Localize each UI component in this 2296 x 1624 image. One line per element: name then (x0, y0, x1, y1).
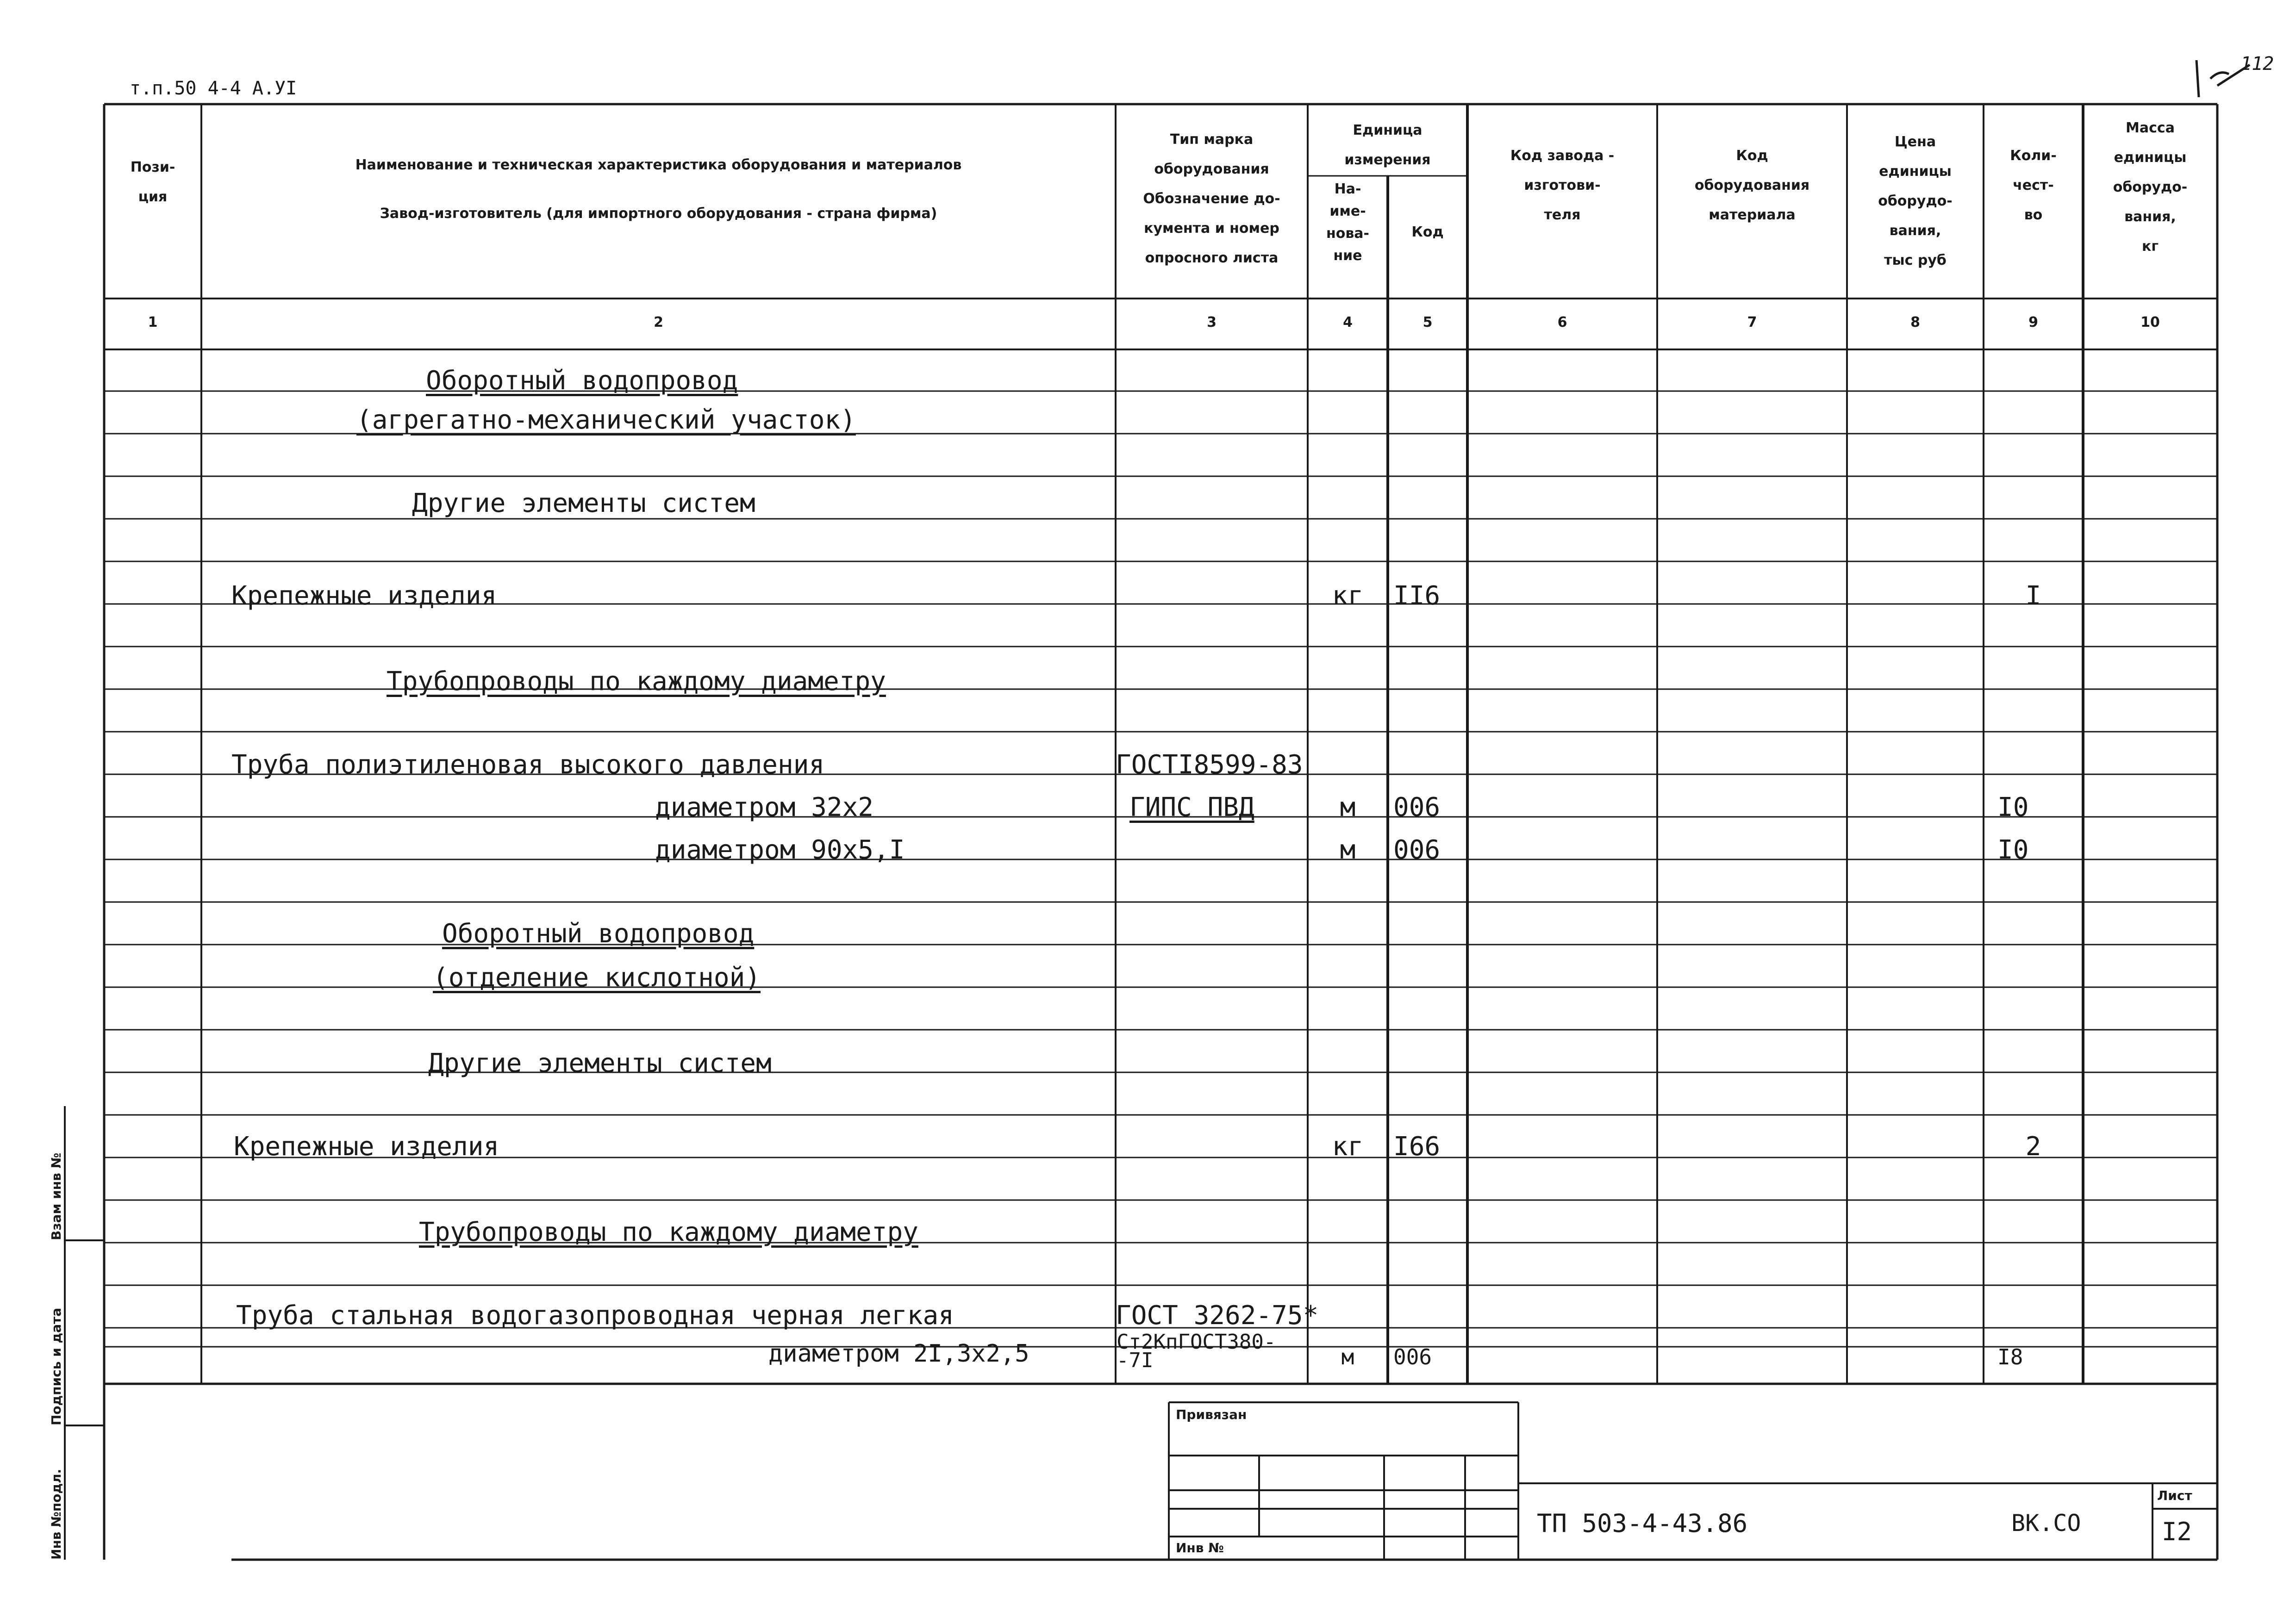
item-quantity: I0 (1997, 792, 2029, 822)
item-unit-code: 006 (1393, 792, 1441, 822)
header-unit-name: На- име- нова- ние (1326, 181, 1370, 264)
item-quantity: I0 (1997, 835, 2029, 865)
group-title: Другие элементы систем (412, 488, 755, 518)
section-title: Оборотный водопровод (426, 366, 738, 396)
col-number: 1 (148, 314, 158, 330)
handwritten-page-number: 112 (2240, 53, 2274, 75)
item-name: Крепежные изделия (234, 1132, 499, 1162)
side-label-replaced-inv: Взам инв № (49, 1152, 64, 1240)
col-number: 5 (1423, 314, 1433, 330)
item-unit: кг (1332, 1132, 1364, 1162)
header-name: Наименование и техническая характеристика оборудования и материалов (355, 157, 962, 173)
header-equipment-code: Код оборудования материала (1694, 148, 1810, 223)
col-number: 7 (1747, 314, 1757, 330)
item-doc: ГИПС ПВД (1129, 792, 1254, 822)
item-unit: м (1340, 835, 1356, 865)
col-number: 2 (654, 314, 663, 330)
col-number: 9 (2028, 314, 2038, 330)
col-number: 4 (1343, 314, 1353, 330)
item-name: диаметром 32х2 (655, 792, 874, 822)
sheet-label: Лист (2157, 1488, 2192, 1503)
side-label-inv-original: Инв №подл. (49, 1468, 64, 1560)
item-unit: м (1340, 792, 1356, 822)
section-title: Оборотный водопровод (442, 919, 755, 949)
group-title: Трубопроводы по каждому диаметру (419, 1217, 918, 1247)
item-name: диаметром 2I,3х2,5 (768, 1340, 1029, 1368)
item-unit-code: 006 (1393, 835, 1441, 865)
item-doc: ГОСТI8599-83 (1116, 750, 1303, 780)
section-subtitle: (отделение кислотной) (433, 963, 761, 993)
header-position: Пози- ция (130, 159, 175, 205)
stamp-inv-label: Инв № (1176, 1540, 1224, 1556)
document-mark: ВК.СО (2011, 1510, 2081, 1537)
col-number: 3 (1207, 314, 1217, 330)
header-plant-code: Код завода - изготови- теля (1510, 148, 1615, 223)
sheet-number: I2 (2162, 1517, 2192, 1546)
col-number: 10 (2140, 314, 2160, 330)
header-unit-code: Код (1411, 224, 1444, 240)
item-doc: Ст2КпГОСТ380- -7I (1117, 1330, 1276, 1372)
item-name: Труба полиэтиленовая высокого давления (231, 750, 825, 780)
side-label-signature-date: Подпись и дата (49, 1307, 64, 1425)
item-quantity: I (2025, 581, 2041, 611)
header-manufacturer: Завод-изготовитель (для импортного оборудования - страна фирма) (380, 205, 937, 222)
col-number: 8 (1910, 314, 1920, 330)
header-mass: Масса единицы оборудо- вания, кг (2113, 120, 2188, 255)
item-unit-code: I66 (1393, 1132, 1441, 1162)
group-title: Другие элементы систем (428, 1048, 772, 1078)
header-price: Цена единицы оборудо- вания, тыс руб (1878, 134, 1953, 268)
item-name: Крепежные изделия (231, 581, 497, 611)
item-unit-code: 006 (1393, 1344, 1432, 1369)
header-unit-group: Единица измерения (1344, 122, 1431, 168)
item-name: Труба стальная водогазопроводная черная легкая (236, 1300, 954, 1331)
item-unit-code: II6 (1393, 581, 1441, 611)
item-unit: м (1341, 1344, 1354, 1369)
item-quantity: 2 (2025, 1132, 2041, 1162)
stamp-bound-label: Привязан (1176, 1407, 1247, 1422)
project-mark: т.п.50 4-4 А.УI (130, 78, 297, 99)
item-unit: кг (1332, 581, 1364, 611)
item-doc: ГОСТ 3262-75* (1116, 1300, 1319, 1331)
item-quantity: I8 (1997, 1344, 2023, 1369)
section-subtitle: (агрегатно-механический участок) (356, 405, 856, 435)
item-name: диаметром 90х5,I (655, 835, 905, 865)
group-title: Трубопроводы по каждому диаметру (387, 666, 886, 697)
document-code: ТП 503-4-43.86 (1537, 1509, 1748, 1538)
header-quantity: Коли- чест- во (2010, 148, 2057, 223)
header-type-doc: Тип марка оборудования Обозначение до- кумента и номер опросного листа (1143, 131, 1280, 266)
col-number: 6 (1557, 314, 1567, 330)
